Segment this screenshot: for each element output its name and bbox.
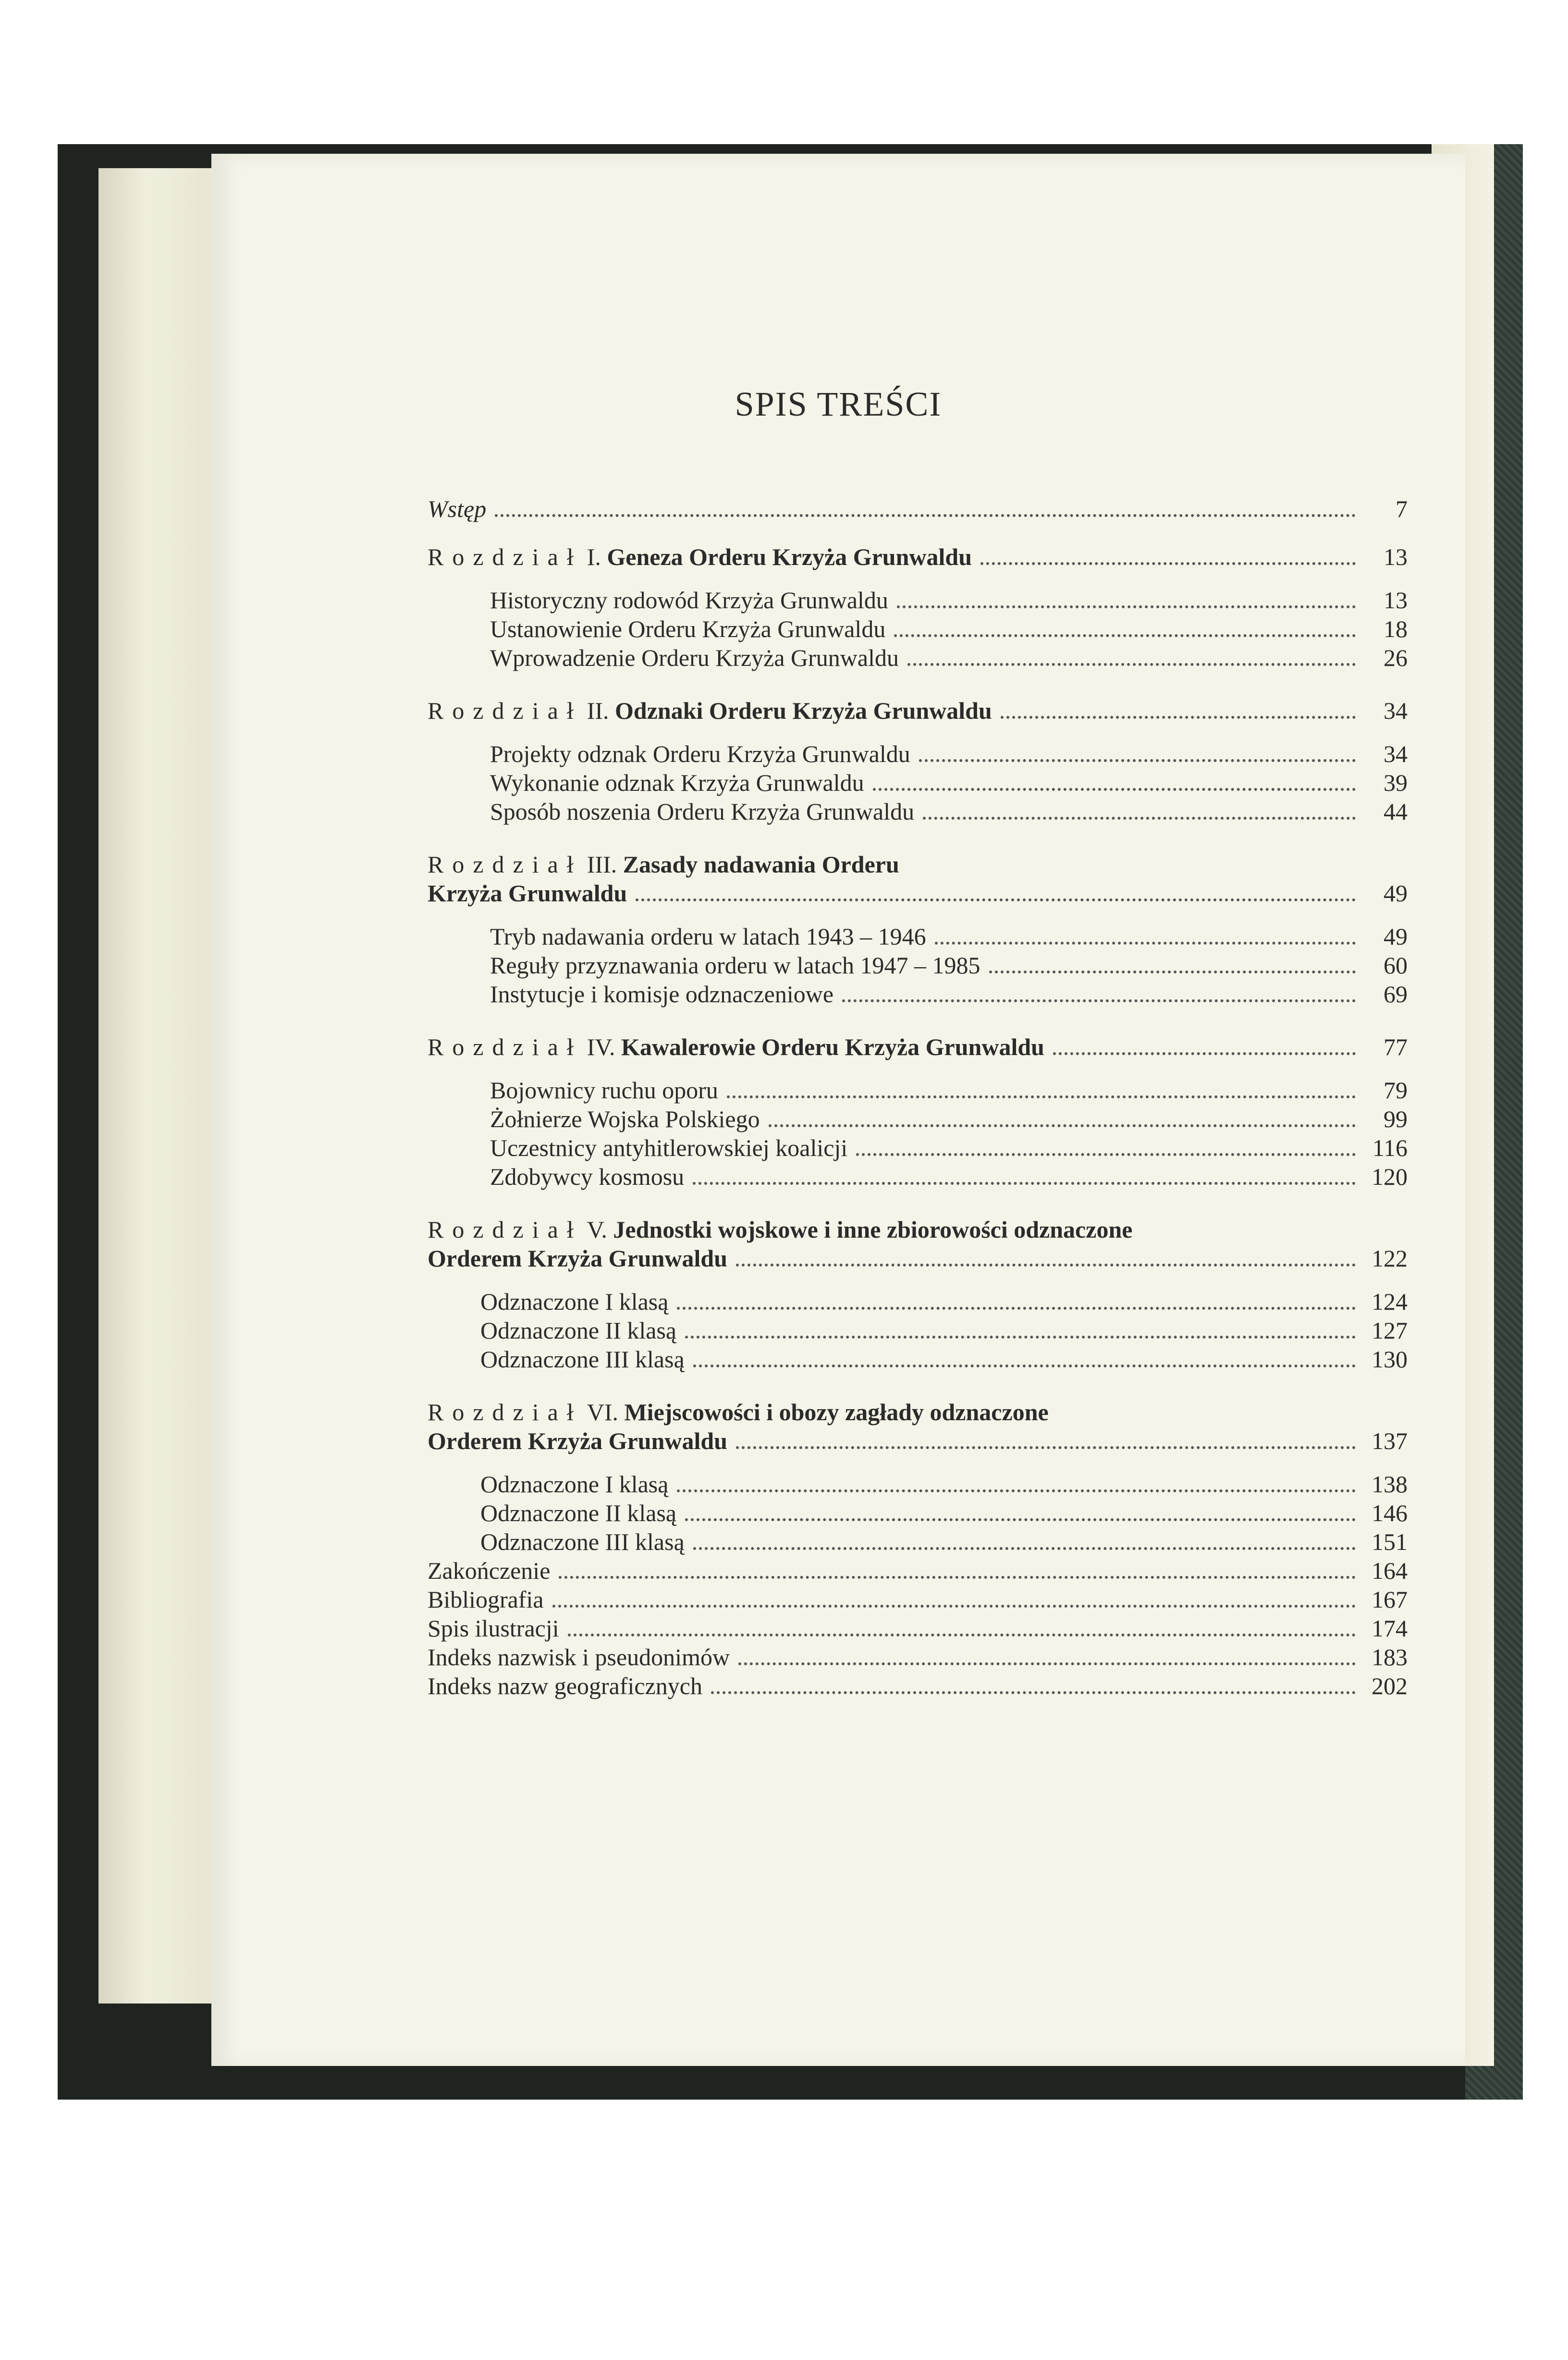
toc-section: Wprowadzenie Orderu Krzyża Grunwaldu 26: [490, 644, 1408, 671]
toc-section: Tryb nadawania orderu w latach 1943 – 1946 49: [490, 923, 1408, 950]
toc-chapter-2: Rozdział II. Odznaki Orderu Krzyża Grunwaldu 34: [428, 697, 1408, 724]
toc-chapter-3: Krzyża Grunwaldu 49: [428, 880, 1408, 907]
toc-section: Ustanowienie Orderu Krzyża Grunwaldu 18: [490, 615, 1408, 642]
toc-section: Wykonanie odznak Krzyża Grunwaldu 39: [490, 769, 1408, 796]
toc-section: Historyczny rodowód Krzyża Grunwaldu 13: [490, 587, 1408, 614]
toc-section: Odznaczone II klasą 127: [480, 1317, 1408, 1344]
chapter-number: I.: [587, 543, 601, 570]
toc-section: Projekty odznak Orderu Krzyża Grunwaldu 34: [490, 740, 1408, 767]
toc-back-matter: Bibliografia 167: [428, 1586, 1408, 1613]
toc-section: Zdobywcy kosmosu 120: [490, 1163, 1408, 1190]
toc-section: Odznaczone III klasą 151: [480, 1528, 1408, 1555]
entry-page: 13: [1384, 543, 1408, 570]
toc-back-matter: Spis ilustracji 174: [428, 1615, 1408, 1642]
page-stack-edge: [98, 168, 220, 2004]
chapter-title: Geneza Orderu Krzyża Grunwaldu: [607, 543, 972, 570]
toc-chapter-5: Orderem Krzyża Grunwaldu 122: [428, 1245, 1408, 1272]
toc-section: Reguły przyznawania orderu w latach 1947 – 1985 60: [490, 952, 1408, 979]
toc-chapter-1: [428, 543, 1408, 571]
toc-chapter-6-line1: Rozdział VI. Miejscowości i obozy zagłady odznaczone: [428, 1399, 1049, 1426]
chapter-prefix: Rozdział: [428, 543, 582, 570]
toc-section: Uczestnicy antyhitlerowskiej koalicji 116: [490, 1134, 1408, 1161]
page-title: SPIS TREŚCI: [735, 385, 942, 423]
toc-chapter-3-line1: Rozdział III. Zasady nadawania Orderu: [428, 851, 899, 878]
toc-section: Odznaczone I klasą 138: [480, 1471, 1408, 1498]
toc-back-matter: Indeks nazw geograficznych 202: [428, 1672, 1408, 1699]
table-of-contents: [211, 154, 1465, 2066]
toc-chapter-6: Orderem Krzyża Grunwaldu 137: [428, 1427, 1408, 1454]
dot-leader: [980, 562, 1356, 565]
dot-leader: [495, 514, 1356, 517]
toc-section: Odznaczone III klasą 130: [480, 1346, 1408, 1373]
toc-section: Sposób noszenia Orderu Krzyża Grunwaldu 44: [490, 798, 1408, 825]
entry-label: Wstęp: [428, 495, 487, 522]
toc-entry-intro: [428, 495, 1408, 523]
toc-section: Żołnierze Wojska Polskiego 99: [490, 1106, 1408, 1132]
toc-section: Odznaczone II klasą 146: [480, 1500, 1408, 1526]
entry-page: 7: [1396, 495, 1408, 522]
toc-section: Odznaczone I klasą 124: [480, 1288, 1408, 1315]
toc-back-matter: Zakończenie 164: [428, 1557, 1408, 1584]
toc-section: Bojownicy ruchu oporu 79: [490, 1077, 1408, 1104]
toc-chapter-4: Rozdział IV. Kawalerowie Orderu Krzyża Grunwaldu 77: [428, 1033, 1408, 1060]
toc-chapter-5-line1: Rozdział V. Jednostki wojskowe i inne zbiorowości odznaczone: [428, 1216, 1133, 1243]
toc-back-matter: Indeks nazwisk i pseudonimów 183: [428, 1644, 1408, 1671]
toc-section: Instytucje i komisje odznaczeniowe 69: [490, 981, 1408, 1008]
